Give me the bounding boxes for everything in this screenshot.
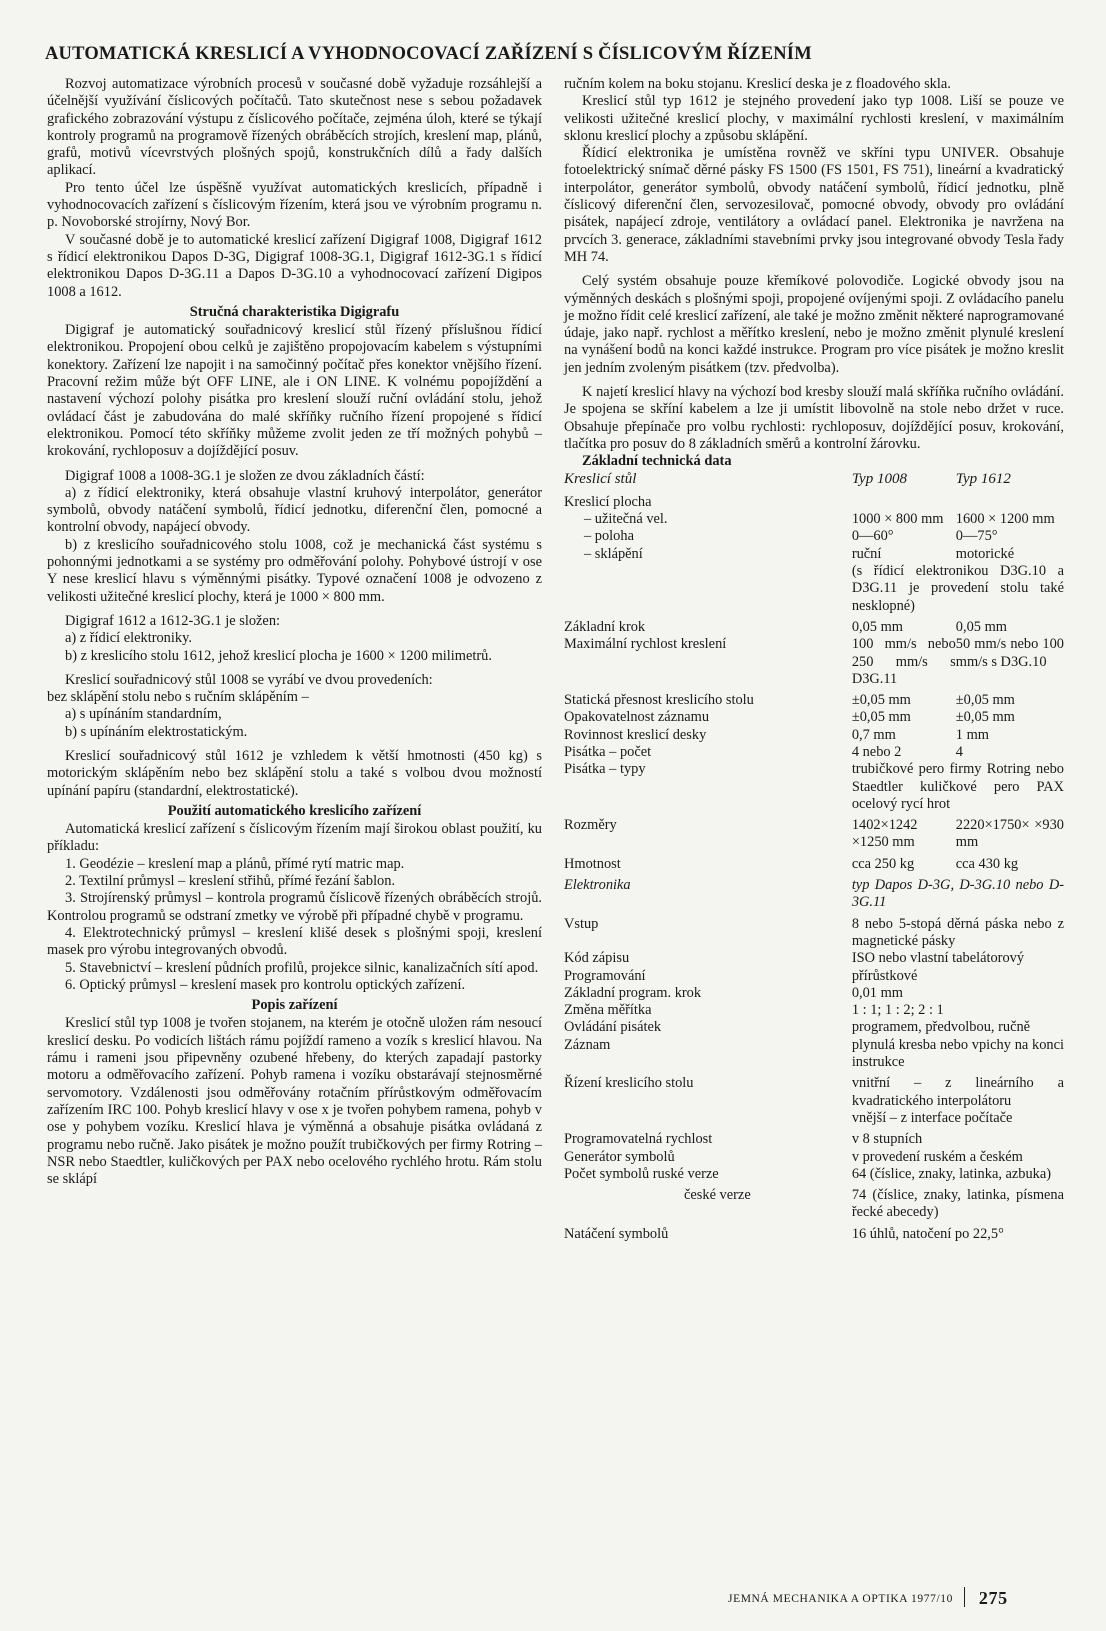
table-cell: přírůstkové (851, 967, 918, 984)
table-cell: Maximální rychlost kreslení (564, 636, 727, 653)
list-item: 6. Optický průmysl – kreslení masek pro kontrolu optických zařízení. (65, 976, 466, 993)
table-row (564, 852, 1064, 873)
table-row (564, 1222, 1064, 1243)
list-item: 2. Textilní průmysl – kreslení střihů, přímé řezání šablon. (65, 873, 396, 890)
page-footer (728, 1587, 1068, 1609)
table-cell: vnější – z interface počítače (851, 1109, 1013, 1126)
table-cell: (s řídicí elektronikou D3G.10 a D3G.11 je provedení stolu také nesklopné) (851, 563, 1064, 614)
table-cell: – poloha (584, 528, 634, 545)
table-cell: 1000 × 800 mm (851, 511, 944, 528)
table-row (564, 1183, 1064, 1222)
table-cell: plynulá kresba nebo vpichy na konci instrukce (851, 1036, 1064, 1071)
paragraph: ručním kolem na boku stojanu. Kreslicí deska je z floadového skla. (564, 76, 951, 92)
table-cell: Počet symbolů ruské verze (564, 1165, 719, 1182)
table-cell: v provedení ruském a českém (851, 1148, 1023, 1165)
table-row (564, 813, 1064, 852)
table-row (564, 511, 1064, 528)
list-item: 4. Elektrotechnický průmysl – kreslení klišé desek s plošnými spoji, kreslení masek pro výrobu integrovaných obvodů. (47, 924, 542, 959)
table-row (564, 1071, 1064, 1110)
left-column (47, 76, 542, 1188)
table-cell: Základní krok (564, 618, 646, 635)
list-item: a) z řídicí elektroniky. (65, 630, 192, 647)
table-row (564, 950, 1064, 967)
table-cell: Ovládání pisátek (564, 1019, 662, 1036)
table-cell: Natáčení symbolů (564, 1225, 669, 1242)
divider (964, 1587, 965, 1607)
table-row (564, 546, 1064, 563)
table-row (564, 709, 1064, 726)
table-cell: Řízení kreslicího stolu (564, 1075, 694, 1092)
table-cell: – užitečná vel. (584, 511, 668, 528)
table-row (564, 985, 1064, 1002)
tech-data-heading: Základní technická data (582, 453, 732, 470)
table-row (564, 744, 1064, 761)
table-row (564, 968, 1064, 985)
table-row (564, 873, 1064, 912)
paragraph: Řídicí elektronika je umístěna rovněž ve skříni typu UNIVER. Obsahuje fotoelektrický snímač děrné pásky FS 1500 (FS 1501, FS 751), lineární a kvadratický interpolátor, generátor symbolů, obvody natáčení symbolů, řídicí jednotku, plně číslicový diferenční člen, servozesilovač, pomocné obvody, obvody pro ovládání pisátek, napájecí zdroje, ventilátory a ovládací panel. Elektronika je navržena na prvcích 3. generace, základními stavebními prvky jsou integrované obvody Tesla řady MH 74. (564, 145, 1064, 265)
table-cell: 1 : 1; 1 : 2; 2 : 1 (851, 1002, 944, 1019)
table-cell: 2220×1750× ×930 mm (955, 817, 1064, 851)
table-row (564, 1127, 1064, 1148)
table-cell: 16 úhlů, natočení po 22,5° (851, 1225, 1004, 1242)
table-cell: 50 mm/s nebo 100 mm/s s D3G.10 (955, 636, 1064, 670)
table-cell: motorické (955, 545, 1015, 562)
table-cell: Statická přesnost kreslicího stolu (564, 692, 754, 709)
table-cell: Generátor symbolů (564, 1148, 675, 1165)
table-cell: cca 250 kg (851, 855, 915, 872)
table-row (564, 761, 1064, 813)
paragraph: bez sklápění stolu nebo s ručním sklápěním – (47, 689, 309, 706)
table-cell: Kód zápisu (564, 950, 630, 967)
table-cell: ±0,05 mm (955, 709, 1015, 726)
list-item: b) z kreslicího souřadnicového stolu 1008, což je mechanická část systému s pohonnými jednotkami a se systémy pro odměřování polohy. Pohybové ústrojí v ose Y nese kreslicí hlavu s výměnnými pisátky. Typové označení 1008 je odvozeno z velikosti užitečné kreslicí plochy, která je 1000 × 800 mm. (47, 536, 542, 605)
paragraph: K najetí kreslicí hlavy na výchozí bod kresby slouží malá skříňka ručního ovládání. Je spojena se skříní kabelem a lze ji umístit libovolně na stole nebo držet v ruce. Obsahuje přepínače pro volbu rychlosti: rychloposuv, dojíždějící posuv, krokování, tlačítka pro posuv do 8 základních směrů a kontrolní žárovku. (564, 384, 1064, 452)
table-cell: 74 (číslice, znaky, latinka, písmena řecké abecedy) (851, 1187, 1064, 1221)
table-cell: Pisátka – typy (564, 761, 646, 778)
table-cell: Vstup (564, 915, 599, 932)
table-cell: Pisátka – počet (564, 743, 652, 760)
table-cell: ±0,05 mm (851, 709, 911, 726)
table-cell: – sklápění (584, 545, 643, 562)
paragraph: Digigraf 1612 a 1612-3G.1 je složen: (65, 612, 281, 629)
page-number: 275 (978, 1588, 1008, 1608)
table-cell: 4 nebo 2 (851, 743, 902, 760)
section-heading: Stručná charakteristika Digigrafu (189, 303, 400, 320)
list-item: 1. Geodézie – kreslení map a plánů, přímé rytí matric map. (65, 855, 405, 872)
table-row (564, 636, 1064, 688)
table-row (564, 1037, 1064, 1072)
table-cell: 1402×1242 ×1250 mm (851, 817, 918, 851)
table-row (564, 615, 1064, 636)
table-cell: Programovatelná rychlost (564, 1131, 713, 1148)
table-cell: 0,01 mm (851, 984, 903, 1001)
table-cell: 8 nebo 5-stopá děrná páska nebo z magnetické pásky (851, 915, 1064, 949)
table-row (564, 1166, 1064, 1183)
list-item: 5. Stavebnictví – kreslení půdních profilů, projekce silnic, kanalizačních sítí apod. (65, 959, 539, 976)
table-header-row (564, 471, 1064, 494)
table-cell: vnitřní – z lineárního a kvadratického interpolátoru (851, 1075, 1064, 1109)
table-cell: Programování (564, 967, 646, 984)
journal-name: JEMNÁ MECHANIKA A OPTIKA 1977/10 (728, 1593, 953, 1605)
list-item: a) s upínáním standardním, (65, 706, 222, 723)
paragraph: Kreslicí stůl typ 1008 je tvořen stojanem, na kterém je otočně uložen rám nesoucí kreslicí desku. Po vodicích lištách rámu pojíždí rameno a vozík s kreslicí hlavou. Na rámu i rameni jsou připevněny ozubené hřebeny, do kterých zapadají pastorky motoru a odměřovacího zařízení. Pohyb ramena i vozíku obstarávají stejnosměrné servomotory. Vzdálenosti jsou odměřovány rotačním přírůstkovým odměřovacím zařízením IRC 100. Pohyb kreslicí hlavy v ose x je tvořen pohybem ramena, pohyb v ose y pohybem vozíku. Kreslicí hlava je výměnná a obsahuje pisátka ovládaná z programu nebo ručně. Jako pisátek je možno použít trubičkových per firmy Rotring – NSR nebo Staedtler, kuličkových per PAX nebo ocelového rychlého hrotu. Rám stolu se sklápí (47, 1015, 542, 1188)
table-cell: 64 (číslice, znaky, latinka, azbuka) (851, 1165, 1052, 1182)
table-cell: 0—60° (851, 528, 894, 545)
table-row (564, 528, 1064, 545)
table-cell: ISO nebo vlastní tabelátorový (851, 950, 1025, 967)
table-cell: 4 (955, 743, 963, 760)
table-row (564, 1019, 1064, 1036)
section-heading: Popis zařízení (251, 997, 338, 1014)
table-row (564, 688, 1064, 709)
paragraph: V současné době je to automatické kreslicí zařízení Digigraf 1008, Digigraf 1612 s řídicí elektronikou Dapos D-3G, Digigraf 1008-3G.1, Digigraf 1612-3G.1 s řídicí elektronikou Dapos D-3G.11 a Dapos D-3G.10 a vyhodnocovací zařízení Digipos 1008 a 1612. (47, 231, 542, 300)
list-item: a) z řídicí elektroniky, která obsahuje vlastní kruhový interpolátor, generátor symbolů, obvody natáčení symbolů, řídicí jednotku, diferenční člen, pomocné a kontrolní obvody, napájecí obvody. (47, 484, 542, 536)
paragraph: Digigraf je automatický souřadnicový kreslicí stůl řízený příslušnou řídicí elektronikou. Propojení obou celků je zajištěno propojovacím kabelem s výstupními konektory. Zařízení lze napojit i na samočinný počítač přes konektor vnějšího řízení. Pracovní režim může být OFF LINE, ale i ON LINE. K volnému popojíždění a nastavení výchozí polohy pisátka pro kreslení slouží ruční ovládání stolu, jehož ovládací část je zabudována do malé skříňky ručního řízení propojené s řídicí elektronikou. Pomocí této skříňky můžeme zvolit jeden ze tří možných pohybů – krokování, rychloposuv a dojíždějící posuv. (47, 322, 542, 460)
table-row (564, 494, 1064, 511)
table-cell: Elektronika (564, 877, 631, 894)
paragraph: Automatická kreslicí zařízení s číslicovým řízením mají širokou oblast použití, ku příkladu: (47, 821, 542, 855)
right-column (564, 76, 1064, 1243)
table-cell: Základní program. krok (564, 984, 702, 1001)
table-cell: 0,7 mm (851, 726, 896, 743)
article-title: AUTOMATICKÁ KRESLICÍ A VYHODNOCOVACÍ ZAŘÍZENÍ S ČÍSLICOVÝM ŘÍZENÍM (45, 44, 812, 64)
table-row (564, 1149, 1064, 1166)
paragraph: Kreslicí stůl typ 1612 je stejného provedení jako typ 1008. Liší se pouze ve velikosti užitečné kreslicí plochy, v maximální rychlosti kreslení, v maximálním sklonu kreslicí plochy a způsobu sklápění. (564, 93, 1064, 144)
table-cell: Záznam (564, 1036, 611, 1053)
table-cell: ±0,05 mm (955, 692, 1015, 709)
table-cell: trubičkové pero firmy Rotring nebo Staedtler kuličkové pero PAX ocelový rycí hrot (851, 761, 1064, 812)
table-cell: 1 mm (955, 726, 989, 743)
paragraph: Digigraf 1008 a 1008-3G.1 je složen ze dvou základních částí: (65, 467, 425, 484)
table-cell: české verze (684, 1187, 751, 1204)
list-item: 3. Strojírenský průmysl – kontrola programů číslicově řízených obráběcích strojů. Kontrolou programů se odstraní zmetky ve výrobě při případné chybě v programu. (47, 890, 542, 924)
table-cell: 1600 × 1200 mm (955, 511, 1055, 528)
tech-data-table (564, 471, 1064, 1243)
table-header-cell: Typ 1612 (955, 470, 1011, 487)
table-cell: 0—75° (955, 528, 998, 545)
table-cell: programem, předvolbou, ručně (851, 1019, 1031, 1036)
table-row (564, 563, 1064, 615)
table-cell: Rovinnost kreslicí desky (564, 726, 707, 743)
table-row (564, 912, 1064, 951)
table-cell: 0,05 mm (955, 618, 1007, 635)
table-row (564, 1002, 1064, 1019)
table-cell: 0,05 mm (851, 618, 903, 635)
list-item: b) z kreslicího stolu 1612, jehož kreslicí plocha je 1600 × 1200 milimetrů. (65, 647, 492, 664)
table-cell: typ Dapos D-3G, D-3G.10 nebo D-3G.11 (851, 877, 1064, 911)
paragraph: Kreslicí souřadnicový stůl 1008 se vyrábí ve dvou provedeních: (65, 671, 433, 688)
table-cell: Změna měřítka (564, 1002, 652, 1019)
table-cell: Rozměry (564, 817, 617, 834)
paragraph: Pro tento účel lze úspěšně využívat automatických kreslicích, případně i vyhodnocovacích zařízení s číslicovým řízením, která jsou ve výrobním programu n. p. Novoborské strojírny, Nový Bor. (47, 179, 542, 231)
table-cell: ±0,05 mm (851, 692, 911, 709)
table-cell: cca 430 kg (955, 855, 1019, 872)
table-cell: 100 mm/s nebo 250 mm/s s D3G.11 (851, 636, 956, 687)
table-cell: Kreslicí plocha (564, 493, 652, 510)
section-heading: Použití automatického kreslicího zařízení (167, 802, 422, 819)
list-item: b) s upínáním elektrostatickým. (65, 723, 248, 740)
paragraph: Celý systém obsahuje pouze křemíkové polovodiče. Logické obvody jsou na výměnných deskách s plošnými spoji, propojené ovíjenými spoji. Z ovládacího panelu je možno řídit celé kreslicí zařízení, ale také je možno změnit některé naprogramované údaje, jako např. rychlost a měřítko kreslení, nebo je možno změnit plynulé kreslení na vynášení bodů na konci každé instrukce. Program pro více pisátek je možno kreslit jen jedním zvoleným pisátkem (tzv. předvolba). (564, 273, 1064, 376)
table-cell: Hmotnost (564, 855, 621, 872)
paragraph: Kreslicí souřadnicový stůl 1612 je vzhledem k větší hmotnosti (450 kg) s motorickým sklápěním nebo bez sklápění stolu a také s volbou dvou možností upínání papíru (standardní, elektrostatické). (47, 747, 542, 799)
table-row (564, 1110, 1064, 1127)
table-header-cell: Kreslicí stůl (564, 470, 637, 487)
table-header-cell: Typ 1008 (851, 470, 907, 487)
paragraph: Rozvoj automatizace výrobních procesů v současné době vyžaduje rozsáhlejší a účelnější využívání číslicových počítačů. Tato skutečnost nese s sebou požadavek grafického zobrazování výstupu z číslicového počítače, zejména úloh, které se týkají kontroly programů na programově řízených obráběcích strojích, kreslení map, plánů, grafů, motivů vícevrstvých plošných spojů, konstrukčních dílů a řady dalších aplikací. (47, 76, 542, 179)
table-cell: Opakovatelnost záznamu (564, 709, 710, 726)
table-cell: v 8 stupních (851, 1131, 923, 1148)
table-cell: ruční (851, 545, 882, 562)
table-row (564, 727, 1064, 744)
